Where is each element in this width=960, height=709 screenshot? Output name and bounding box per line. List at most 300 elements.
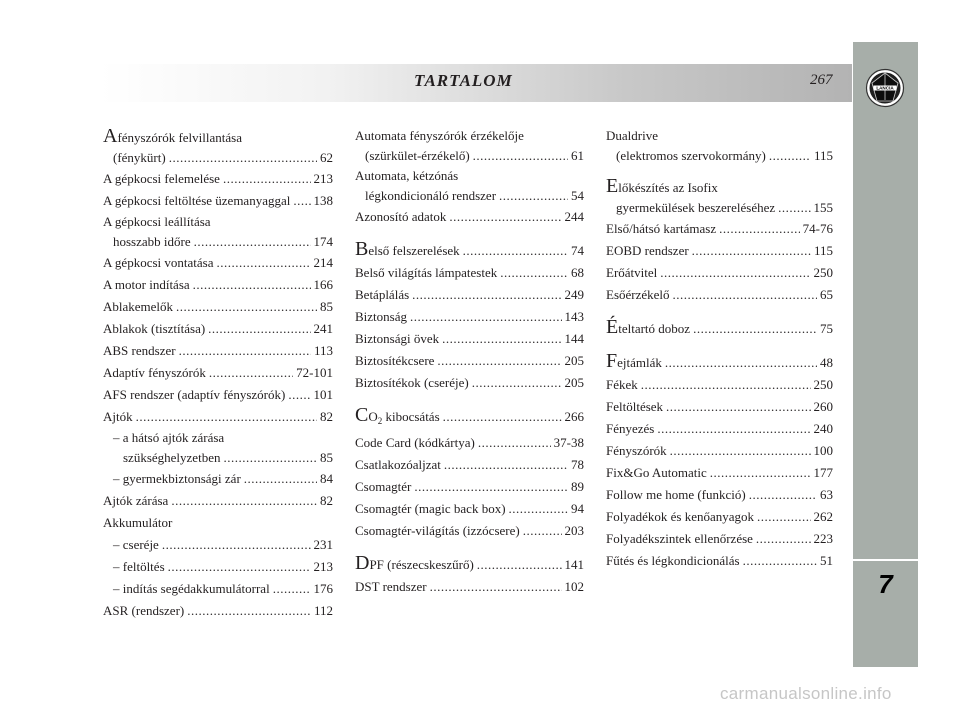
entry-page: 113 — [313, 343, 333, 358]
entry-page: 62 — [320, 150, 333, 165]
dot-leader — [756, 528, 811, 550]
index-group — [606, 126, 833, 166]
entry-text — [606, 418, 654, 440]
entry-label: légkondicionáló rendszer — [365, 188, 497, 203]
dot-leader — [500, 262, 568, 284]
entry-label: hosszabb időre — [113, 234, 191, 249]
entry-page: 250 — [813, 265, 833, 280]
index-entry — [355, 552, 584, 576]
entry-line — [355, 206, 584, 228]
entry-label: Csomagtér-világítás (izzócsere) — [355, 523, 520, 538]
dot-leader — [710, 462, 811, 484]
tab-divider — [853, 559, 918, 561]
index-entry — [355, 432, 584, 454]
dot-leader — [660, 262, 810, 284]
entry-line — [103, 362, 333, 384]
entry-text — [103, 168, 220, 190]
entry-line — [606, 198, 833, 218]
entry-line — [355, 454, 584, 476]
entry-line — [103, 168, 333, 190]
entry-label: Follow me home (funkció) — [606, 487, 746, 502]
index-entry — [606, 506, 833, 528]
entry-page: 89 — [571, 479, 584, 494]
dot-leader — [223, 448, 317, 468]
entry-label: Azonosító adatok — [355, 209, 447, 224]
entry-label: gyermekülések beszereléséhez — [616, 200, 776, 215]
entry-text — [606, 218, 716, 240]
dot-leader — [288, 384, 310, 406]
entry-label: Ablakemelők — [103, 299, 174, 314]
entry-page: 213 — [313, 559, 333, 574]
entry-label: EOBD rendszer — [606, 243, 689, 258]
index-entry — [606, 262, 833, 284]
dot-leader — [509, 498, 568, 520]
index-entry — [355, 476, 584, 498]
entry-line — [606, 418, 833, 440]
entry-label: ejtámlák — [617, 355, 662, 370]
entry-page: 61 — [571, 148, 584, 163]
entry-line — [103, 600, 333, 622]
dot-leader — [410, 306, 562, 328]
entry-label: PF (részecskeszűrő) — [369, 557, 474, 572]
section-letter: D — [355, 552, 370, 574]
entry-text — [113, 468, 241, 490]
entry-text — [103, 274, 190, 296]
entry-line — [606, 284, 833, 306]
dot-leader — [463, 240, 568, 262]
dot-leader — [769, 146, 811, 166]
index-entry — [606, 462, 833, 484]
entry-label-suffix: kibocsátás — [382, 409, 440, 424]
index-entry — [355, 238, 584, 262]
entry-label: Fékek — [606, 377, 638, 392]
index-entry — [103, 578, 333, 600]
entry-page: 63 — [820, 487, 833, 502]
dot-leader — [168, 556, 311, 578]
index-entry — [103, 274, 333, 296]
entry-text — [606, 316, 690, 340]
entry-label: Folyadékok és kenőanyagok — [606, 509, 755, 524]
entry-line — [103, 340, 333, 362]
entry-line — [606, 506, 833, 528]
entry-line — [103, 252, 333, 274]
index-group — [606, 350, 833, 572]
entry-text — [355, 328, 439, 350]
entry-text — [355, 350, 434, 372]
dot-leader — [444, 454, 568, 476]
entry-page: 115 — [813, 148, 833, 163]
entry-page: 262 — [813, 509, 833, 524]
entry-label: Feltöltések — [606, 399, 664, 414]
entry-text — [103, 340, 176, 362]
entry-line — [606, 218, 833, 240]
entry-text — [606, 440, 667, 462]
dot-leader — [478, 432, 551, 454]
dot-leader — [499, 186, 568, 206]
index-group — [606, 176, 833, 306]
index-entry — [355, 166, 584, 206]
entry-page: 78 — [571, 457, 584, 472]
entry-page: 65 — [820, 287, 833, 302]
entry-page: 68 — [571, 265, 584, 280]
entry-text — [355, 306, 407, 328]
entry-line — [606, 176, 833, 198]
entry-page: 250 — [813, 377, 833, 392]
entry-line — [103, 406, 333, 428]
entry-line — [355, 576, 584, 598]
entry-line — [355, 552, 584, 576]
entry-line — [103, 232, 333, 252]
entry-line — [355, 126, 584, 146]
index-entry — [103, 534, 333, 556]
dot-leader — [194, 232, 311, 252]
entry-page: 85 — [320, 299, 333, 314]
index-entry — [103, 190, 333, 212]
entry-text — [113, 578, 270, 600]
index-entry — [606, 218, 833, 240]
entry-label: ASR (rendszer) — [103, 603, 185, 618]
index-group — [355, 404, 584, 542]
entry-label: A motor indítása — [103, 277, 190, 292]
dot-leader — [477, 554, 562, 576]
entry-line — [606, 240, 833, 262]
entry-text — [103, 490, 168, 512]
entry-line — [606, 126, 833, 146]
entry-line — [355, 146, 584, 166]
entry-text — [113, 534, 159, 556]
entry-page: 244 — [564, 209, 584, 224]
entry-label: fényszórók felvillantása — [117, 130, 242, 145]
entry-text — [355, 284, 409, 306]
entry-line — [103, 448, 333, 468]
entry-label: Ajtók zárása — [103, 493, 169, 508]
entry-label: lőkészítés az Isofix — [618, 180, 718, 195]
dot-leader — [778, 198, 810, 218]
entry-line — [355, 404, 584, 432]
entry-page: 74 — [571, 243, 584, 258]
index-group — [355, 552, 584, 598]
entry-label: AFS rendszer (adaptív fényszórók) — [103, 387, 286, 402]
index-entry — [606, 440, 833, 462]
entry-label: Betáplálás — [355, 287, 410, 302]
section-letter: É — [606, 316, 619, 338]
entry-text — [103, 406, 133, 428]
entry-page: 176 — [313, 581, 333, 596]
entry-line — [606, 316, 833, 340]
dot-leader — [757, 506, 810, 528]
index-group — [103, 126, 333, 622]
index-entry — [355, 404, 584, 432]
page-title: TARTALOM — [414, 71, 513, 90]
entry-label: – cseréje — [113, 537, 159, 552]
dot-leader — [179, 340, 311, 362]
index-entry — [606, 550, 833, 572]
entry-line — [103, 190, 333, 212]
entry-label: A gépkocsi leállítása — [103, 214, 211, 229]
entry-text — [606, 284, 670, 306]
entry-label: szükséghelyzetben — [123, 450, 221, 465]
entry-line — [606, 374, 833, 396]
entry-label: Fűtés és légkondicionálás — [606, 553, 740, 568]
entry-line — [103, 148, 333, 168]
index-entry — [355, 328, 584, 350]
entry-label: A gépkocsi feltöltése üzemanyaggal — [103, 193, 291, 208]
entry-text — [355, 476, 411, 498]
dot-leader — [443, 406, 562, 428]
index-entry — [606, 284, 833, 306]
entry-text — [103, 252, 213, 274]
index-column-2 — [355, 126, 584, 606]
entry-label: Ablakok (tisztítása) — [103, 321, 206, 336]
dot-leader — [412, 284, 561, 306]
index-column-3 — [606, 126, 833, 580]
entry-page: 166 — [313, 277, 333, 292]
index-entry — [355, 520, 584, 542]
entry-label: Erőátvitel — [606, 265, 658, 280]
entry-text — [355, 454, 441, 476]
entry-label: Dualdrive — [606, 128, 658, 143]
dot-leader — [673, 284, 817, 306]
entry-page: 37-38 — [553, 435, 584, 450]
page-number: 267 — [810, 72, 833, 88]
index-entry — [355, 576, 584, 598]
index-entry — [355, 498, 584, 520]
index-entry — [606, 176, 833, 218]
entry-line — [103, 384, 333, 406]
entry-page: 223 — [813, 531, 833, 546]
entry-line — [355, 306, 584, 328]
dot-leader — [449, 206, 561, 228]
entry-text — [355, 262, 497, 284]
dot-leader — [430, 576, 562, 598]
entry-page: 241 — [313, 321, 333, 336]
entry-page: 249 — [564, 287, 584, 302]
entry-text — [606, 462, 707, 484]
entry-line — [606, 462, 833, 484]
index-entry — [103, 384, 333, 406]
section-letter: F — [606, 350, 618, 372]
entry-text — [606, 350, 662, 374]
entry-page: 102 — [564, 579, 584, 594]
entry-label: Biztosítékok (cseréje) — [355, 375, 469, 390]
entry-label: O — [368, 409, 378, 424]
entry-page: 205 — [564, 353, 584, 368]
entry-label: ABS rendszer — [103, 343, 176, 358]
entry-line — [355, 372, 584, 394]
index-entry — [606, 126, 833, 166]
entry-text — [103, 318, 205, 340]
entry-label: – gyermekbiztonsági zár — [113, 471, 241, 486]
index-entry — [355, 126, 584, 166]
entry-label: első felszerelések — [368, 243, 460, 258]
entry-text — [355, 404, 440, 432]
dot-leader — [693, 318, 817, 340]
entry-label: Biztonsági övek — [355, 331, 440, 346]
index-group — [355, 126, 584, 228]
entry-page: 231 — [313, 537, 333, 552]
entry-label: Első/hátsó kartámasz — [606, 221, 717, 236]
dot-leader — [223, 168, 311, 190]
entry-text — [355, 576, 427, 598]
entry-page: 205 — [564, 375, 584, 390]
entry-label: (szürkület-érzékelő) — [365, 148, 470, 163]
entry-line — [355, 262, 584, 284]
index-entry — [606, 316, 833, 340]
index-entry — [103, 556, 333, 578]
index-entry — [103, 428, 333, 468]
entry-text — [103, 512, 172, 534]
entry-line — [606, 528, 833, 550]
entry-text — [355, 206, 446, 228]
watermark: carmanualsonline.info — [720, 684, 892, 703]
dot-leader — [244, 468, 317, 490]
entry-line — [103, 490, 333, 512]
index-entry — [103, 406, 333, 428]
entry-line — [355, 166, 584, 186]
entry-text — [103, 190, 290, 212]
entry-line — [103, 556, 333, 578]
index-entry — [355, 306, 584, 328]
entry-line — [606, 440, 833, 462]
dot-leader — [749, 484, 817, 506]
index-group — [355, 238, 584, 394]
entry-page: 155 — [813, 200, 833, 215]
entry-text — [355, 498, 506, 520]
dot-leader — [473, 146, 568, 166]
dot-leader — [442, 328, 561, 350]
entry-page: 48 — [820, 355, 833, 370]
entry-label: Automata, kétzónás — [355, 168, 459, 183]
entry-page: 112 — [313, 603, 333, 618]
entry-line — [103, 318, 333, 340]
index-group — [606, 316, 833, 340]
entry-label: Automata fényszórók érzékelője — [355, 128, 524, 143]
entry-page: 203 — [564, 523, 584, 538]
entry-line — [355, 186, 584, 206]
entry-text — [103, 600, 184, 622]
index-entry — [103, 212, 333, 252]
index-entry — [355, 262, 584, 284]
entry-page: 94 — [571, 501, 584, 516]
index-entry — [103, 168, 333, 190]
dot-leader — [665, 352, 817, 374]
entry-label: teltartó doboz — [618, 321, 691, 336]
entry-label: Adaptív fényszórók — [103, 365, 206, 380]
dot-leader — [169, 148, 317, 168]
entry-line — [103, 512, 333, 534]
entry-text — [113, 556, 165, 578]
entry-label: Fényezés — [606, 421, 655, 436]
index-entry — [606, 374, 833, 396]
section-letter: B — [355, 238, 369, 260]
entry-text — [103, 296, 173, 318]
index-entry — [606, 484, 833, 506]
index-entry — [103, 512, 333, 534]
entry-line — [606, 262, 833, 284]
entry-label: – indítás segédakkumulátorral — [113, 581, 270, 596]
entry-text — [606, 484, 746, 506]
entry-text — [606, 550, 740, 572]
entry-page: 82 — [320, 493, 333, 508]
entry-text — [103, 362, 206, 384]
entry-label: Akkumulátor — [103, 515, 173, 530]
section-letter: E — [606, 175, 619, 197]
entry-page: 75 — [820, 321, 833, 336]
entry-text — [355, 238, 460, 262]
dot-leader — [273, 578, 311, 600]
index-entry — [103, 362, 333, 384]
entry-page: 72-101 — [296, 365, 333, 380]
entry-text — [606, 262, 657, 284]
entry-page: 85 — [320, 450, 333, 465]
entry-text — [606, 396, 663, 418]
index-entry — [103, 126, 333, 168]
lancia-logo-icon — [865, 68, 905, 108]
dot-leader — [657, 418, 810, 440]
entry-text — [606, 528, 753, 550]
entry-page: 260 — [813, 399, 833, 414]
entry-text — [606, 374, 638, 396]
entry-text — [355, 520, 520, 542]
entry-line — [355, 284, 584, 306]
entry-label: (fénykürt) — [113, 150, 166, 165]
entry-label: (elektromos szervokormány) — [616, 148, 766, 163]
entry-label: Fényszórók — [606, 443, 667, 458]
entry-label: DST rendszer — [355, 579, 427, 594]
dot-leader — [670, 440, 811, 462]
entry-page: 82 — [320, 409, 333, 424]
entry-line — [355, 498, 584, 520]
entry-line — [103, 468, 333, 490]
entry-line — [606, 550, 833, 572]
index-entry — [355, 206, 584, 228]
entry-page: 74-76 — [802, 221, 833, 236]
entry-label: Biztosítékcsere — [355, 353, 435, 368]
entry-page: 141 — [564, 557, 584, 572]
index-entry — [355, 284, 584, 306]
entry-line — [606, 146, 833, 166]
dot-leader — [293, 190, 310, 212]
entry-label: Code Card (kódkártya) — [355, 435, 475, 450]
entry-page: 266 — [564, 409, 584, 424]
entry-page: 177 — [813, 465, 833, 480]
entry-line — [606, 484, 833, 506]
entry-page: 174 — [313, 234, 333, 249]
entry-line — [606, 350, 833, 374]
dot-leader — [162, 534, 311, 556]
dot-leader — [208, 318, 310, 340]
entry-page: 100 — [813, 443, 833, 458]
entry-label: Csomagtér (magic back box) — [355, 501, 506, 516]
index-entry — [103, 600, 333, 622]
entry-page: 54 — [571, 188, 584, 203]
index-entry — [606, 418, 833, 440]
entry-line — [103, 428, 333, 448]
dot-leader — [472, 372, 562, 394]
entry-text — [355, 432, 475, 454]
entry-text — [606, 240, 689, 262]
entry-page: 143 — [564, 309, 584, 324]
index-entry — [606, 240, 833, 262]
entry-page: 240 — [813, 421, 833, 436]
entry-label: Folyadékszintek ellenőrzése — [606, 531, 753, 546]
index-entry — [103, 468, 333, 490]
entry-subscript: 2 — [377, 416, 383, 426]
entry-label: Belső világítás lámpatestek — [355, 265, 498, 280]
dot-leader — [414, 476, 568, 498]
dot-leader — [641, 374, 811, 396]
entry-text — [606, 506, 754, 528]
